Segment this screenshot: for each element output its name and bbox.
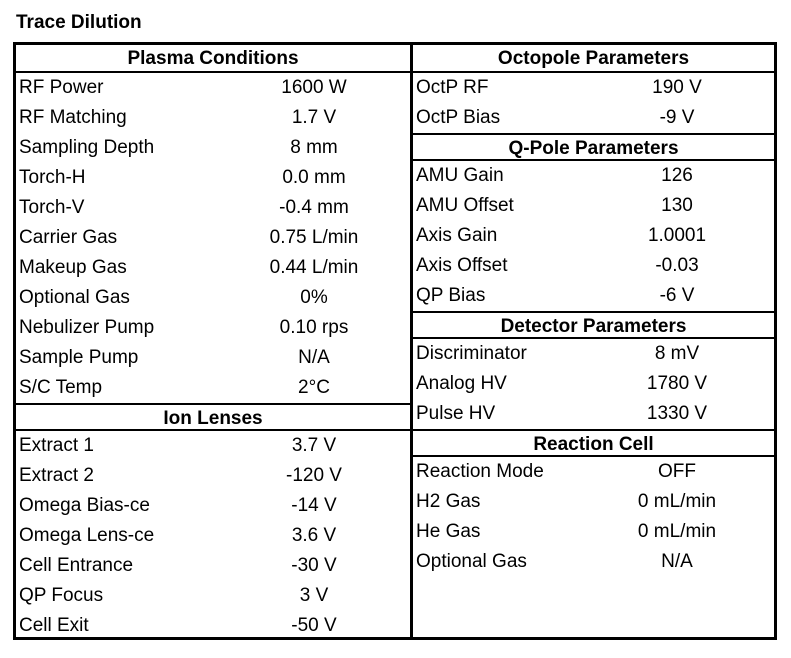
table-row xyxy=(16,521,410,551)
param-value: 0.10 rps xyxy=(279,317,349,338)
param-value: 1330 V xyxy=(646,403,708,424)
param-value: -0.4 mm xyxy=(279,197,349,218)
table-row xyxy=(16,581,410,611)
param-value: -30 V xyxy=(291,555,337,576)
table-row xyxy=(413,369,774,399)
param-label: Pulse HV xyxy=(416,403,496,424)
ion-lenses-section xyxy=(16,431,410,641)
table-row xyxy=(413,281,774,311)
table-row xyxy=(413,547,774,577)
table-row xyxy=(16,73,410,103)
table-row xyxy=(16,133,410,163)
param-value: 1.0001 xyxy=(647,225,707,246)
table-row xyxy=(16,163,410,193)
param-value: -50 V xyxy=(291,615,337,636)
param-label: RF Matching xyxy=(19,107,127,128)
param-label: AMU Gain xyxy=(416,165,504,186)
table-row xyxy=(413,487,774,517)
param-value: 0 mL/min xyxy=(637,521,717,542)
param-label: Axis Offset xyxy=(416,255,508,276)
param-value: OFF xyxy=(658,461,696,482)
table-row xyxy=(413,103,774,133)
param-value: -6 V xyxy=(659,285,695,306)
param-value: 0% xyxy=(300,287,328,308)
table-row xyxy=(16,103,410,133)
param-label: Reaction Mode xyxy=(416,461,544,482)
table-row xyxy=(413,517,774,547)
q-pole-parameters-section xyxy=(413,161,774,311)
param-label: S/C Temp xyxy=(19,377,103,398)
param-label: H2 Gas xyxy=(416,491,481,512)
param-value: 126 xyxy=(661,165,693,186)
param-label: Torch-V xyxy=(19,197,85,218)
param-value: N/A xyxy=(661,551,693,572)
table-row xyxy=(16,223,410,253)
param-label: Optional Gas xyxy=(416,551,527,572)
param-label: Makeup Gas xyxy=(19,257,127,278)
param-value: -9 V xyxy=(659,107,695,128)
table-row xyxy=(413,457,774,487)
param-value: 1600 W xyxy=(281,77,347,98)
param-value: 0.0 mm xyxy=(282,167,346,188)
param-label: Optional Gas xyxy=(19,287,130,308)
plasma-conditions-header: Plasma Conditions xyxy=(16,45,410,73)
param-label: Omega Bias-ce xyxy=(19,495,150,516)
param-label: He Gas xyxy=(416,521,481,542)
param-label: Discriminator xyxy=(416,343,527,364)
param-label: Extract 1 xyxy=(19,435,94,456)
param-value: 130 xyxy=(661,195,693,216)
param-label: OctP Bias xyxy=(416,107,501,128)
table-row xyxy=(413,161,774,191)
param-value: -0.03 xyxy=(655,255,699,276)
table-row xyxy=(16,373,410,403)
param-value: 3.7 V xyxy=(291,435,337,456)
param-value: -120 V xyxy=(286,465,342,486)
reaction-cell-section xyxy=(413,457,774,577)
param-label: Cell Entrance xyxy=(19,555,134,576)
param-value: 8 mm xyxy=(290,137,338,158)
param-label: Extract 2 xyxy=(19,465,94,486)
param-value: N/A xyxy=(298,347,330,368)
table-row xyxy=(16,551,410,581)
table-row xyxy=(16,431,410,461)
param-value: 0.75 L/min xyxy=(269,227,359,248)
param-value: 3.6 V xyxy=(291,525,337,546)
param-value: 190 V xyxy=(652,77,702,98)
table-row xyxy=(413,73,774,103)
reaction-cell-header: Reaction Cell xyxy=(413,429,774,457)
param-value: -14 V xyxy=(291,495,337,516)
param-label: AMU Offset xyxy=(416,195,514,216)
table-row xyxy=(16,461,410,491)
table-row xyxy=(413,251,774,281)
param-label: Axis Gain xyxy=(416,225,498,246)
plasma-conditions-section xyxy=(16,73,410,403)
param-value: 1780 V xyxy=(646,373,708,394)
param-value: 0.44 L/min xyxy=(269,257,359,278)
table-row xyxy=(16,193,410,223)
detector-parameters-header: Detector Parameters xyxy=(413,311,774,339)
octopole-parameters-header: Octopole Parameters xyxy=(413,45,774,73)
param-label: Torch-H xyxy=(19,167,86,188)
param-label: Cell Exit xyxy=(19,615,89,636)
param-label: QP Focus xyxy=(19,585,104,606)
table-row xyxy=(413,221,774,251)
table-row xyxy=(413,339,774,369)
table-row xyxy=(16,343,410,373)
q-pole-parameters-header: Q-Pole Parameters xyxy=(413,133,774,161)
param-label: Analog HV xyxy=(416,373,507,394)
param-label: Carrier Gas xyxy=(19,227,118,248)
table-row xyxy=(413,399,774,429)
left-column xyxy=(16,45,410,637)
param-label: QP Bias xyxy=(416,285,486,306)
table-row xyxy=(16,611,410,641)
param-label: Sample Pump xyxy=(19,347,139,368)
right-column xyxy=(410,45,774,637)
param-value: 2°C xyxy=(298,377,330,398)
table-row xyxy=(16,253,410,283)
page-title: Trace Dilution xyxy=(16,12,142,33)
detector-parameters-section xyxy=(413,339,774,429)
param-label: Sampling Depth xyxy=(19,137,155,158)
param-label: OctP RF xyxy=(416,77,489,98)
param-value: 8 mV xyxy=(654,343,700,364)
table-row xyxy=(413,191,774,221)
param-label: Nebulizer Pump xyxy=(19,317,155,338)
param-value: 1.7 V xyxy=(291,107,337,128)
ion-lenses-header: Ion Lenses xyxy=(16,403,410,431)
table-row xyxy=(16,313,410,343)
parameters-table xyxy=(13,42,777,640)
param-value: 3 V xyxy=(299,585,329,606)
param-label: RF Power xyxy=(19,77,104,98)
table-row xyxy=(16,491,410,521)
param-label: Omega Lens-ce xyxy=(19,525,155,546)
param-value: 0 mL/min xyxy=(637,491,717,512)
table-row xyxy=(16,283,410,313)
octopole-parameters-section xyxy=(413,73,774,133)
